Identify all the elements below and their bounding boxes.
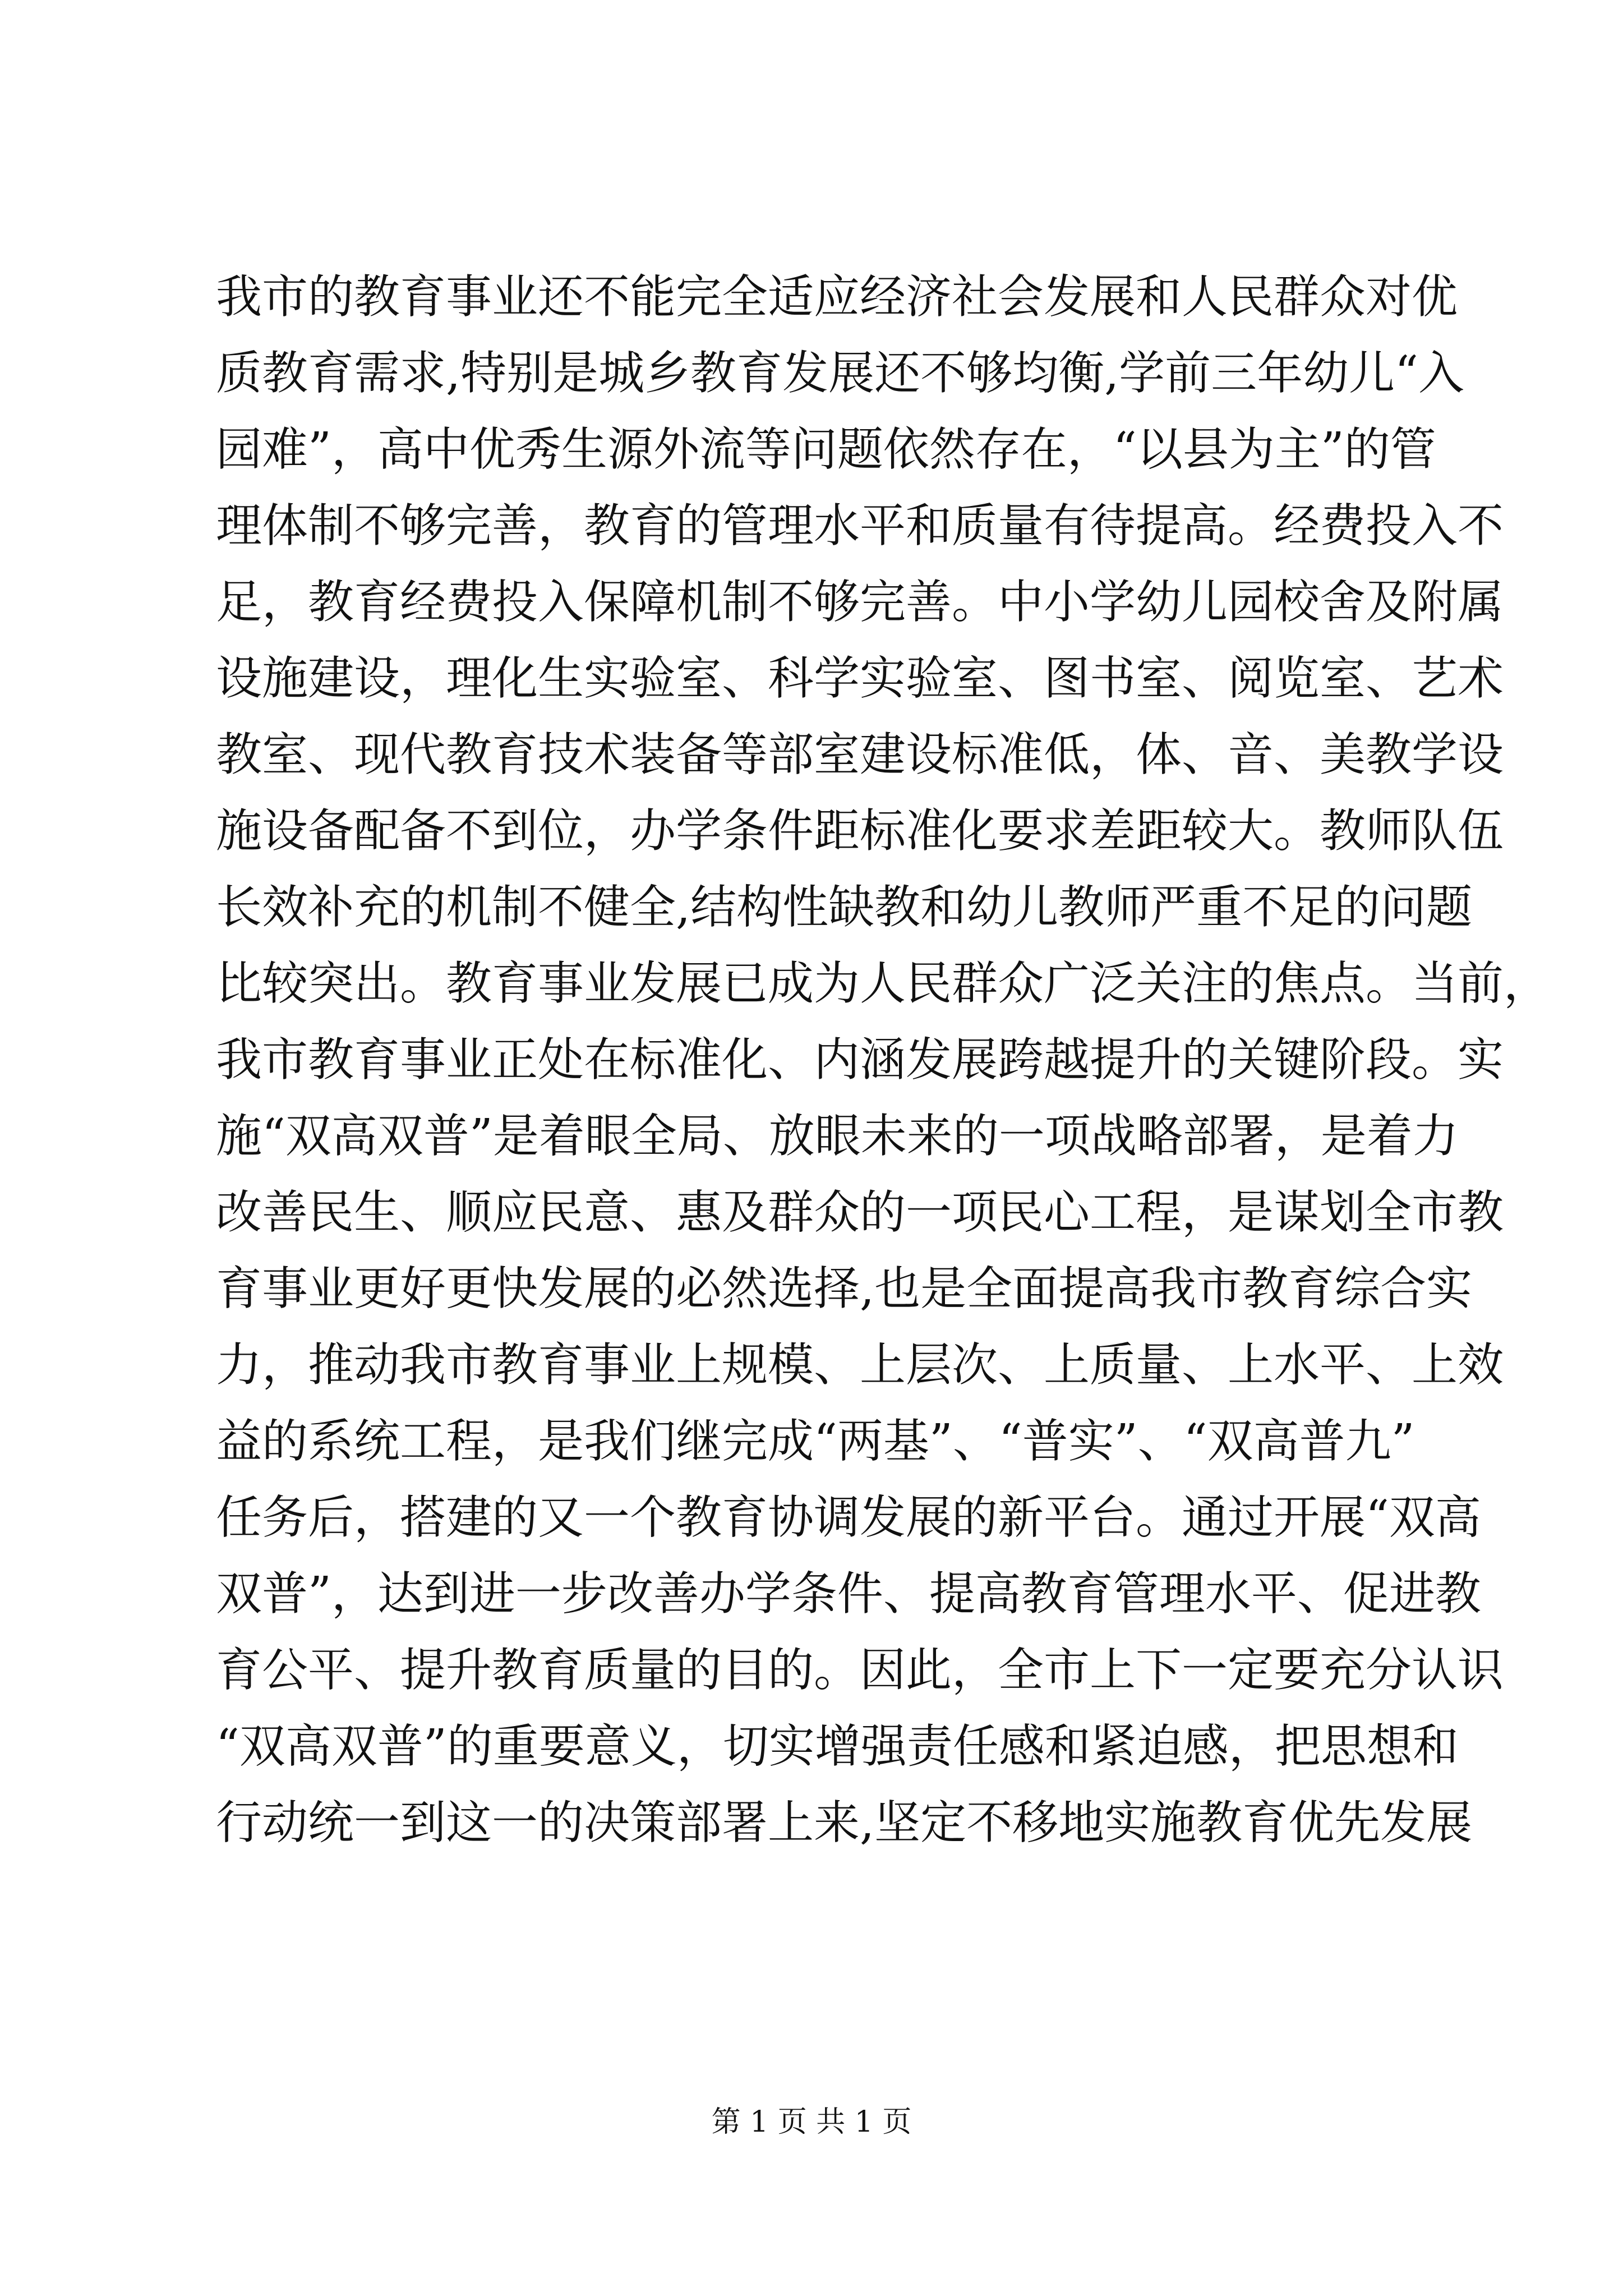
text-line: “双高双普”的重要意义，切实增强责任感和紧迫感，把思想和 [216,1720,1459,1773]
text-line: 我市的教育事业还不能完全适应经济社会发展和人民群众对优 [216,270,1458,324]
text-line: 力，推动我市教育事业上规模、上层次、上质量、上水平、上效 [216,1338,1504,1392]
text-line: 施“双高双普”是着眼全局、放眼未来的一项战略部署，是着力 [216,1110,1459,1163]
page-number-footer: 第 1 页 共 1 页 [711,2105,912,2139]
text-line: 我市教育事业正处在标准化、内涵发展跨越提升的关键阶段。实 [216,1033,1504,1087]
text-line: 双普”，达到进一步改善办学条件、提高教育管理水平、促进教 [216,1567,1481,1621]
text-line: 益的系统工程，是我们继完成“两基”、“普实”、“双高普九” [216,1415,1415,1468]
text-line: 行动统一到这一的决策部署上来,坚定不移地实施教育优先发展 [216,1796,1473,1849]
text-line: 比较突出。教育事业发展已成为人民群众广泛关注的焦点。当前， [216,957,1550,1010]
text-line: 施设备配备不到位，办学条件距标准化要求差距较大。教师队伍 [216,804,1504,858]
text-line: 园难”，高中优秀生源外流等问题依然存在，“以县为主”的管 [216,423,1436,476]
text-line: 教室、现代教育技术装备等部室建设标准低，体、音、美教学设 [216,728,1504,781]
body-paragraph [216,259,1550,1861]
text-line: 足，教育经费投入保障机制不够完善。中小学幼儿园校舍及附属 [216,576,1504,629]
text-line: 育事业更好更快发展的必然选择,也是全面提高我市教育综合实 [216,1262,1473,1315]
text-line: 长效补充的机制不健全,结构性缺教和幼儿教师严重不足的问题 [216,881,1473,934]
text-line: 育公平、提升教育质量的目的。因此，全市上下一定要充分认识 [216,1644,1504,1697]
text-line: 设施建设，理化生实验室、科学实验室、图书室、阅览室、艺术 [216,652,1504,705]
text-line: 任务后，搭建的又一个教育协调发展的新平台。通过开展“双高 [216,1491,1481,1544]
text-line: 改善民生、顺应民意、惠及群众的一项民心工程，是谋划全市教 [216,1186,1504,1239]
text-line: 质教育需求,特别是城乡教育发展还不够均衡,学前三年幼儿“入 [216,347,1465,400]
text-line: 理体制不够完善，教育的管理水平和质量有待提高。经费投入不 [216,499,1504,553]
